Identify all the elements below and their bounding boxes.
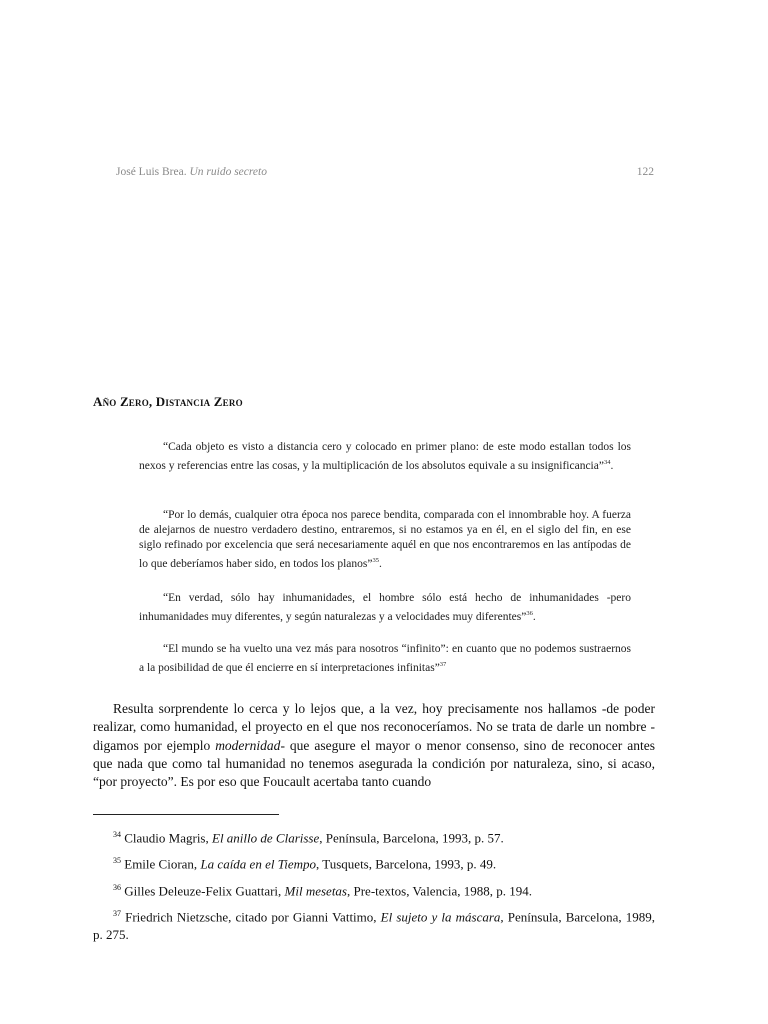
footnote-35 [93, 852, 655, 873]
footnote-ref: 35 [372, 557, 379, 564]
block-quote-4 [139, 642, 631, 676]
footnote-34 [93, 826, 655, 847]
quote-text: “Por lo demás, cualquier otra época nos parece bendita, comparada con el innombrable hoy. A fuerza de alejarnos de nuestro verdadero destino, entraremos, si no estamos ya en él, en el siglo del fin, en ese siglo refinado por excelencia que será necesariamente aquél en que nos encontraremos en las antípodas de lo que deberíamos haber sido, en todos los planos” [139, 509, 631, 570]
header-author: José Luis Brea. [116, 166, 187, 178]
running-header [116, 166, 654, 178]
footnote-number: 36 [113, 882, 121, 892]
body-text-part1: Resulta sorprendente lo cerca y lo lejos que, a la vez, hoy precisamente nos hallamos -de poder realizar, como humanidad, el proyecto en el que nos reconoceríamos. No se trata de darle un nombre -digamos por ejemplo [93, 701, 655, 753]
quote-text: “El mundo se ha vuelto una vez más para nosotros “infinito”: en cuanto que no podemos sustraernos a la posibilidad de que él encierre en sí interpretaciones infinitas” [139, 643, 631, 674]
footnote-publication: , Pre-textos, Valencia, 1988, p. 194. [347, 882, 532, 898]
footnote-number: 34 [113, 830, 121, 839]
body-emphasis: modernidad [215, 737, 281, 753]
footnote-author: Friedrich Nietzsche, citado por Gianni Vattimo, [125, 909, 381, 925]
footnote-37 [93, 905, 655, 944]
header-book-title: Un ruido secreto [189, 166, 267, 178]
footnote-36 [93, 879, 655, 900]
block-quote-1 [139, 440, 631, 474]
block-quote-2 [139, 508, 631, 572]
footnote-publication: Península, Barcelona, 1989, p. 275. [93, 909, 656, 943]
quote-text: “Cada objeto es visto a distancia cero y colocado en primer plano: de este modo estallan todos los nexos y referencias entre las cosas, y la multiplicación de los absolutos equivale a su insignificancia” [139, 441, 631, 472]
footnote-title: El anillo de Clarisse [212, 830, 320, 846]
footnote-author: Gilles Deleuze-Felix Guattari, [124, 882, 285, 898]
quote-tail: . [610, 459, 614, 472]
page-number: 122 [636, 166, 654, 178]
footnote-title: Mil mesetas [284, 882, 347, 898]
footnotes [93, 826, 655, 949]
body-paragraph [93, 700, 655, 791]
footnote-author: Claudio Magris, [124, 830, 212, 846]
footnote-separator [93, 814, 279, 815]
quote-text: “En verdad, sólo hay inhumanidades, el hombre sólo está hecho de inhumanidades -pero inhumanidades muy diferentes, y según naturalezas y a velocidades muy diferentes” [139, 592, 631, 623]
footnote-title: La caída en el Tiempo [200, 856, 316, 872]
footnote-ref: 36 [526, 610, 533, 617]
footnote-number: 37 [113, 908, 121, 918]
section-heading: Año Zero, Distancia Zero [93, 394, 243, 409]
footnote-publication: , Península, Barcelona, 1993, p. 57. [319, 830, 504, 846]
footnote-publication: , Tusquets, Barcelona, 1993, p. 49. [315, 856, 497, 872]
body-text-part2: - que asegure el mayor o menor consenso, sino de reconocer antes que nada que como tal humanidad no tenemos asegurada la condición por naturaleza, sino, si acaso, “por proyecto”. Es por eso que Foucault acertaba tanto cuando [93, 737, 655, 790]
footnote-ref: 34 [603, 459, 611, 466]
footnote-ref: 37 [439, 661, 447, 668]
footnote-number: 35 [113, 856, 121, 866]
footnote-title: El sujeto y la máscara, [380, 909, 504, 925]
quote-tail: . [532, 610, 536, 623]
block-quote-3 [139, 591, 631, 625]
footnote-author: Emile Cioran, [124, 856, 201, 872]
quote-tail: . [378, 557, 382, 570]
